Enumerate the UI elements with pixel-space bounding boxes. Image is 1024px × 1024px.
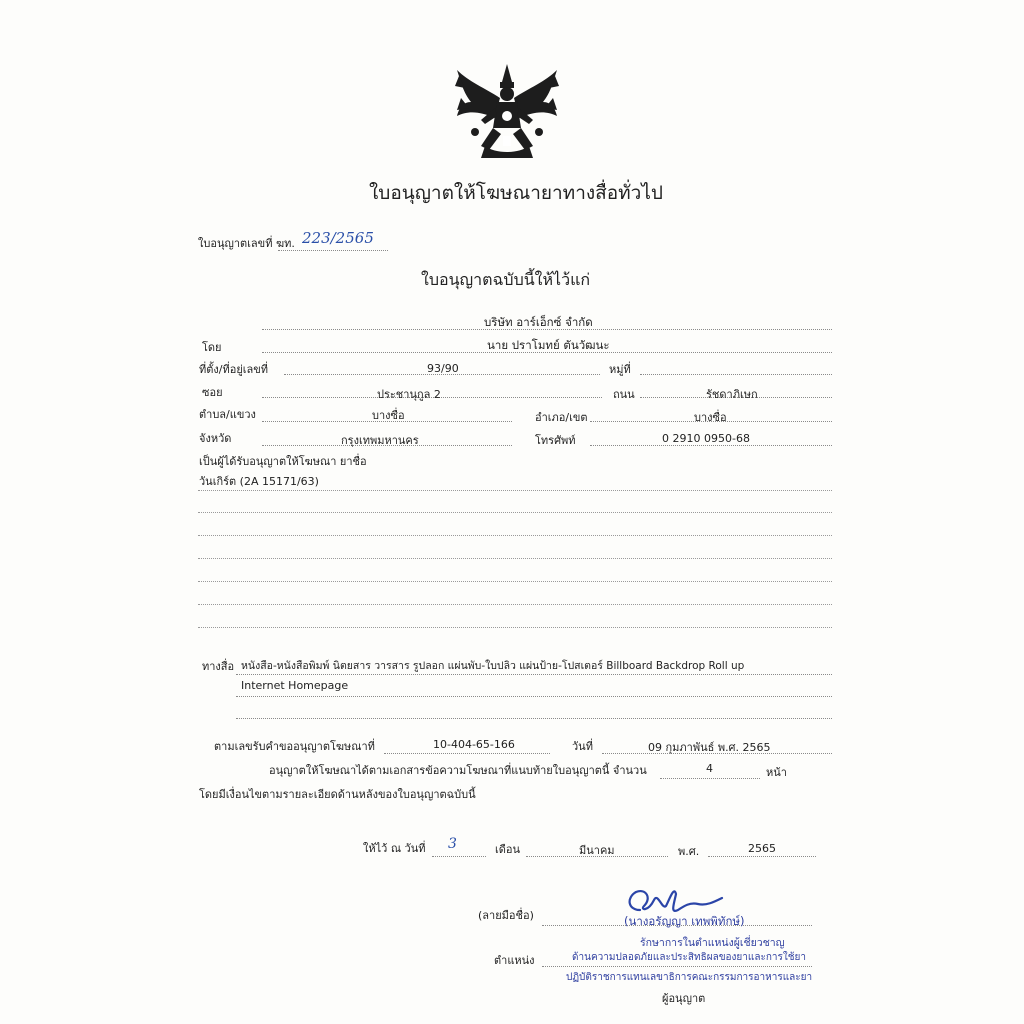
position-line-1: รักษาการในตำแหน่งผู้เชี่ยวชาญ [640,937,785,949]
pages-unit: หน้า [766,766,787,779]
date-label: วันที่ [572,740,593,753]
road-value: รัชดาภิเษก [706,388,758,401]
signer-name: (นางอรัญญา เทพพิทักษ์) [624,914,745,928]
road-label: ถนน [613,388,635,401]
license-number-label: ใบอนุญาตเลขที่ ฆท. [198,237,295,250]
request-value: 10-404-65-166 [433,738,515,751]
condition-text: โดยมีเงื่อนไขตามรายละเอียดด้านหลังของใบอนุญาตฉบับนี้ [199,788,476,801]
year-value: 2565 [748,842,776,855]
district-value: บางซื่อ [694,411,727,424]
date-value: 09 กุมภาพันธ์ พ.ศ. 2565 [648,741,771,754]
media-value: หนังสือ-หนังสือพิมพ์ นิตยสาร วารสาร รูปลอก แผ่นพับ-ใบปลิว แผ่นป้าย-โปสเตอร์ Billboard Backdrop Roll up [241,660,745,672]
district-label: อำเภอ/เขต [535,411,588,424]
position-label: ตำแหน่ง [494,954,535,967]
by-value: นาย ปราโมทย์ ตันวัฒนะ [487,338,610,352]
position-line-4: ผู้อนุญาต [662,992,706,1005]
given-day: 3 [448,836,457,852]
drug-line-2: วันเกิร์ต (2A 15171/63) [199,475,319,488]
document-title: ใบอนุญาตให้โฆษณายาทางสื่อทั่วไป [369,182,663,204]
media-value-2: Internet Homepage [241,679,349,692]
document-subtitle: ใบอนุญาตฉบับนี้ให้ไว้แก่ [421,270,591,289]
location-label: ที่ตั้ง/ที่อยู่เลขที่ [199,363,269,376]
request-label: ตามเลขรับคำขออนุญาตโฆษณาที่ [214,740,375,753]
moo-label: หมู่ที่ [609,363,631,376]
month-value: มีนาคม [579,844,615,857]
given-label: ให้ไว้ ณ วันที่ [363,842,426,855]
position-line-3: ปฏิบัติราชการแทนเลขาธิการคณะกรรมการอาหารและยา [566,972,813,983]
phone-label: โทรศัพท์ [535,434,576,447]
subdistrict-value: บางซื่อ [372,409,405,422]
year-label: พ.ศ. [678,845,700,858]
drug-line-1: เป็นผู้ได้รับอนุญาตให้โฆษณา ยาชื่อ [199,455,367,468]
permit-text: อนุญาตให้โฆษณาได้ตามเอกสารข้อความโฆษณาที่แนบท้ายใบอนุญาตนี้ จำนวน [269,764,647,777]
location-value: 93/90 [427,362,459,375]
phone-value: 0 2910 0950-68 [662,432,750,445]
by-label: โดย [202,341,222,354]
signature-label: (ลายมือชื่อ) [478,909,534,922]
position-line-2: ด้านความปลอดภัยและประสิทธิผลของยาและการใช้ยา [572,952,807,963]
month-label: เดือน [495,843,521,856]
pages-value: 4 [706,762,713,775]
soi-value: ประชานุกูล 2 [377,388,441,401]
media-label: ทางสื่อ [202,660,235,673]
province-label: จังหวัด [199,432,232,445]
province-value: กรุงเทพมหานคร [341,434,419,447]
soi-label: ซอย [202,386,223,399]
garuda-emblem-icon [451,58,563,162]
license-number-value: 223/2565 [302,229,374,247]
company-name: บริษัท อาร์เอ็กซ์ จำกัด [484,315,593,329]
subdistrict-label: ตำบล/แขวง [199,408,256,421]
